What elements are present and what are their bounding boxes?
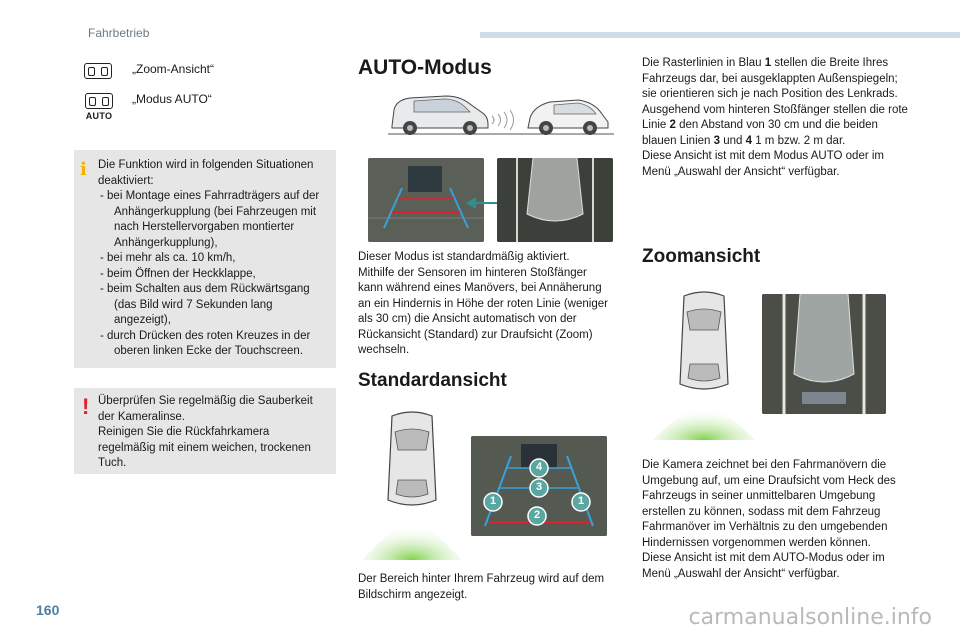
info-box	[74, 150, 336, 368]
marker-4: 4	[529, 458, 549, 483]
zoom-view-legend	[84, 62, 214, 79]
list-item: - beim Schalten aus dem Rückwärtsgang (das Bild wird 7 Sekunden lang angezeigt),	[100, 283, 310, 327]
list-item: - beim Öffnen der Heckklappe,	[100, 267, 256, 280]
list-item: - bei mehr als ca. 10 km/h,	[100, 252, 236, 265]
info-icon: i	[80, 159, 87, 180]
standard-camera-view	[471, 436, 607, 536]
warning-text-2: Reinigen Sie die Rückfahrkamera regelmäßig mit einem weichen, trockenen Tuch.	[98, 426, 311, 470]
section-header: Fahrbetrieb	[88, 26, 150, 40]
car-right-icon	[528, 100, 608, 135]
zoom-view-label: „Zoom-Ansicht“	[132, 62, 215, 76]
list-item: - bei Montage eines Fahrradträgers auf der Anhängerkupplung (bei Fahrzeugen mit nach Herstellervorgaben montierter Anhängerkupplung),	[100, 190, 320, 249]
page-number: 160	[36, 602, 60, 618]
warning-icon: !	[82, 394, 90, 419]
zoom-top-camera-view	[762, 294, 886, 414]
watermark: carmanualsonline.info	[688, 605, 932, 630]
zoom-topview-car	[652, 290, 756, 440]
auto-mode-text: Dieser Modus ist standardmäßig aktiviert. Mithilfe der Sensoren im hinteren Stoßfänger kann während eines Manövers, bei Annäherung an ein Hindernis in Höhe der roten Linie (weniger als 30 cm) die Ansicht automatisch von der Rückansicht (Standard) zur Draufsicht (Zoom) wechseln.	[358, 251, 608, 357]
zoom-view-text: Die Kamera zeichnet bei den Fahrmanövern die Umgebung auf, um eine Draufsicht vom Heck des Fahrzeugs in seiner unmittelbaren Umgebung erstellen zu können, sodass mit dem Fahrzeug Fahrmanöver im Verhältnis zu den umgebenden Hindernissen vorgenommen werden können. Diese Ansicht ist mit dem AUTO-Modus oder im Menü „Auswahl der Ansicht“ verfügbar.	[642, 459, 896, 580]
sensor-waves-icon	[492, 110, 514, 130]
info-list	[98, 189, 326, 360]
standard-view-caption: Der Bereich hinter Ihrem Fahrzeug wird auf dem Bildschirm angezeigt.	[358, 573, 605, 601]
car-left-icon	[392, 96, 488, 135]
cars-illustration	[388, 90, 614, 140]
zoom-camera-icon	[84, 63, 112, 79]
zoom-view-title: Zoomansicht	[642, 246, 761, 267]
auto-mode-title: AUTO-Modus	[358, 56, 492, 79]
standard-topview-car	[362, 410, 462, 560]
marker-3: 3	[529, 478, 549, 503]
auto-camera-icon	[85, 93, 113, 109]
marker-2: 2	[527, 506, 547, 531]
standard-view-title: Standardansicht	[358, 370, 507, 391]
info-intro: Die Funktion wird in folgenden Situationen deaktiviert:	[98, 159, 314, 187]
marker-1-right: 1	[571, 492, 591, 517]
warning-text-1: Überprüfen Sie regelmäßig die Sauberkeit der Kameralinse.	[98, 395, 313, 423]
marker-1-left: 1	[483, 492, 503, 517]
header-bar	[480, 32, 960, 38]
grid-lines-description: Die Rasterlinien in Blau 1 stellen die Breite Ihres Fahrzeugs dar, bei ausgeklappten Außenspiegeln; sie orientieren sich je nach Position des Lenkrads. Ausgehend vom hinteren Stoßfänger stellen die rote Linie 2 den Abstand von 30 cm und die beiden blauen Linien 3 und 4 1 m bzw. 2 m dar. Diese Ansicht ist mit dem Modus AUTO oder im Menü „Auswahl der Ansicht“ verfügbar.	[642, 57, 908, 178]
list-item: - durch Drücken des roten Kreuzes in der oberen linken Ecke der Touchscreen.	[100, 329, 311, 358]
auto-mode-label: „Modus AUTO“	[132, 92, 212, 106]
zoom-camera-view	[497, 158, 613, 242]
warning-box	[74, 388, 336, 474]
auto-badge: AUTO	[85, 111, 113, 121]
auto-mode-legend	[84, 92, 212, 121]
